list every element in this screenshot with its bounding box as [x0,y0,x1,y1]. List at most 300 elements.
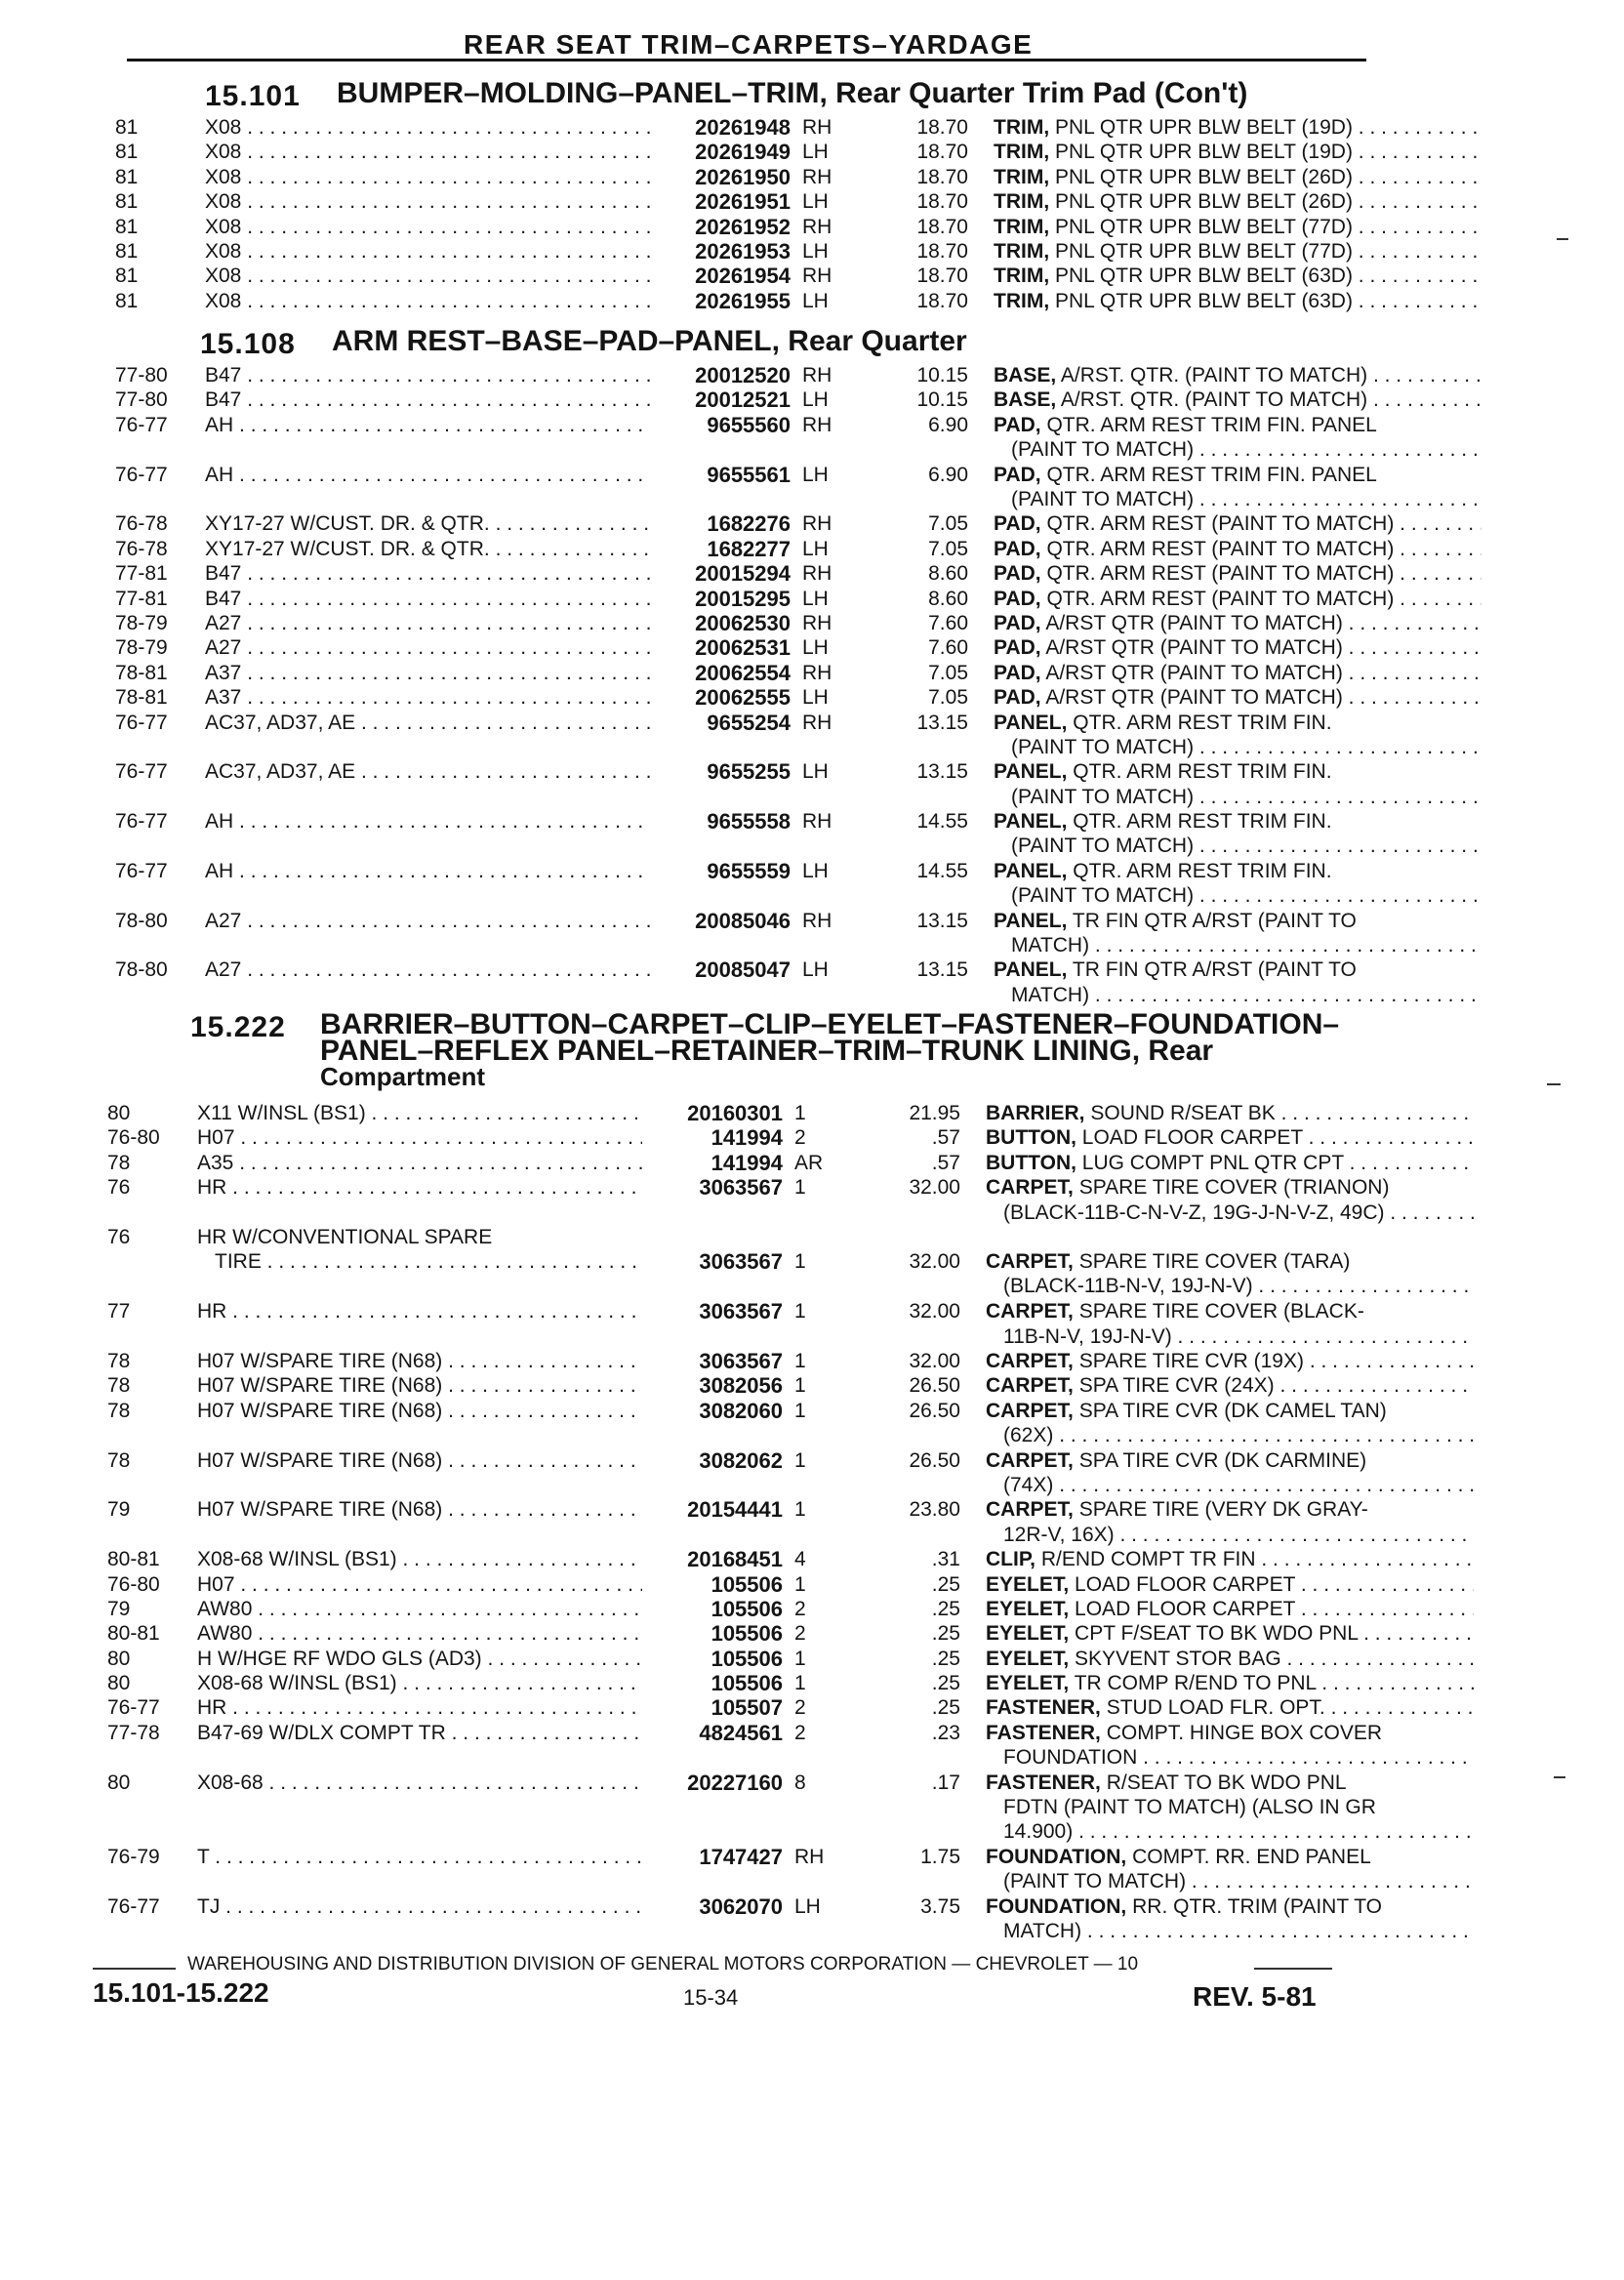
description-line [986,1919,1474,1943]
model-text: B47 [205,562,242,586]
description-text: QTR. ARM REST (PAINT TO MATCH) [1046,562,1395,586]
model-text: H07 W/SPARE TIRE (N68) [197,1374,443,1398]
year-range: 78 [107,1448,131,1472]
model-text: X08-68 W/INSL (BS1) [197,1548,397,1571]
description-text: (BLACK-11B-N-V, 19J-N-V) [1003,1275,1253,1298]
model-applicability [205,685,650,710]
quantity: LH [802,587,829,610]
model-text: AW80 [197,1622,253,1646]
year-range: 78 [107,1374,131,1398]
description-text: TR FIN QTR A/RST (PAINT TO [1072,958,1357,982]
model-text: T [197,1845,210,1868]
description-line [986,1695,1474,1720]
part-noun: BASE, [994,364,1057,387]
quantity: RH [802,265,832,288]
part-number: 3082056 [642,1373,783,1398]
model-applicability [205,289,650,313]
quantity: 1 [794,1249,806,1273]
model-line-cont: TIRE . . . [215,1249,642,1274]
description-text: R/SEAT TO BK WDO PNL [1106,1771,1347,1794]
year-range: 81 [115,239,139,263]
section-title [320,1008,1340,1091]
part-number: 3063567 [642,1349,783,1373]
part-number: 20261951 [650,189,791,214]
part-noun: TRIM, [994,215,1050,238]
table-row [115,511,1395,537]
table-row [115,809,1384,859]
description [986,1373,1474,1398]
quantity: 1 [794,1374,806,1398]
model-applicability [197,1175,642,1200]
description-line [986,1745,1474,1770]
quantity: 1 [794,1647,806,1670]
quantity: 4 [794,1548,806,1571]
part-noun: PANEL, [994,909,1068,932]
description-line [994,759,1482,784]
table-row [107,1497,1376,1547]
section-number: 15.222 [190,1011,286,1043]
quantity: 2 [794,1622,806,1646]
model-applicability [205,511,650,536]
part-number: 3082062 [642,1448,783,1473]
part-noun: PANEL, [994,958,1068,982]
description-line [986,1572,1474,1597]
description-text: SPARE TIRE COVER (TARA) [1078,1249,1351,1273]
quantity: LH [802,760,829,784]
part-number: 3062070 [642,1894,783,1919]
description-text: RR. QTR. TRIM (PAINT TO [1132,1894,1383,1918]
price: 13.15 [916,909,968,932]
price: 10.15 [916,364,968,387]
description [994,661,1482,685]
year-range: 76-77 [107,1894,160,1918]
description [994,859,1482,909]
description [994,561,1482,586]
description-text: PNL QTR UPR BLW BELT (26D) [1055,165,1353,188]
quantity: LH [802,537,829,560]
year-range: 78 [107,1349,131,1372]
description-text: LOAD FLOOR CARPET [1075,1572,1296,1596]
parts-table [107,1101,1390,1943]
description-text: QTR. ARM REST TRIM FIN. [1073,760,1332,784]
part-number: 20015294 [650,561,791,586]
year-range: 81 [115,265,139,288]
quantity: LH [802,859,829,882]
year-range: 81 [115,289,139,312]
description-text: PNL QTR UPR BLW BELT (26D) [1055,190,1353,214]
description-text: QTR. ARM REST (PAINT TO MATCH) [1046,537,1395,560]
year-range: 78-80 [115,958,168,982]
quantity: LH [802,239,829,263]
part-number: 3063567 [642,1299,783,1323]
price: 32.00 [909,1300,960,1323]
price: 6.90 [928,413,968,436]
quantity: RH [802,562,832,586]
table-row [115,140,1384,164]
model-text: B47 [205,388,242,412]
part-noun: FASTENER, [986,1771,1101,1794]
table-row [115,289,1384,313]
description-line [986,1671,1474,1695]
year-range: 76-78 [115,512,168,536]
part-noun: CARPET, [986,1399,1074,1422]
model-applicability [205,215,650,239]
model-applicability [205,661,650,685]
quantity: LH [802,958,829,982]
description-text: TR FIN QTR A/RST (PAINT TO [1072,909,1357,932]
description-line [994,537,1482,561]
model-text: X08 [205,239,242,263]
year-range: 76-77 [115,413,168,436]
parts-table [115,115,1384,313]
part-noun: CARPET, [986,1349,1074,1372]
part-number: 9655559 [650,859,791,883]
description [986,1399,1474,1448]
price: 18.70 [916,215,968,238]
model-applicability [197,1101,642,1125]
year-range: 78-81 [115,686,168,710]
price: 18.70 [916,265,968,288]
description-line [994,413,1482,437]
part-number: 20168451 [642,1547,783,1571]
quantity: LH [794,1894,821,1918]
description-text: PNL QTR UPR BLW BELT (77D) [1055,215,1353,238]
description [994,511,1482,536]
description-line [994,883,1482,908]
part-noun: FOUNDATION, [986,1845,1127,1868]
quantity: RH [802,810,832,834]
description [994,537,1482,561]
model-text: A27 [205,636,242,660]
description-text: (PAINT TO MATCH) [1011,835,1195,858]
model-text: X08-68 [197,1771,264,1794]
quantity: RH [794,1845,825,1868]
part-number: 20261953 [650,239,791,264]
model-applicability [197,1373,642,1398]
description [994,809,1482,859]
description-line [994,487,1482,511]
description [986,1547,1474,1571]
model-applicability [197,1721,642,1745]
price: 13.15 [916,711,968,734]
part-noun: PAD, [994,537,1041,560]
model-applicability [205,239,650,264]
year-range: 80-81 [107,1548,160,1571]
description [986,1125,1474,1150]
price: 7.05 [928,686,968,710]
description-text: PNL QTR UPR BLW BELT (19D) [1055,141,1353,164]
description-line [994,859,1482,883]
model-applicability [197,1547,642,1571]
footer-page-number: 15-34 [683,1985,739,2010]
part-number: 4824561 [642,1721,783,1745]
footer-rule-left [93,1968,176,1970]
description-line [994,711,1482,735]
table-row [107,1647,1376,1671]
part-number: 1682277 [650,537,791,561]
part-number: 141994 [642,1151,783,1175]
section-title-line: Compartment [320,1062,486,1091]
description-text: 12R-V, 16X) [1003,1523,1115,1546]
price: 18.70 [916,116,968,139]
price: .23 [931,1721,960,1744]
price: 8.60 [928,587,968,610]
year-range: 81 [115,141,139,164]
description-text: 14.900) [1003,1820,1074,1844]
part-noun: PANEL, [994,711,1068,734]
description-text: QTR. ARM REST (PAINT TO MATCH) [1046,587,1395,610]
year-range: 78 [107,1399,131,1422]
quantity: 1 [794,1102,806,1124]
description-text: MATCH) [1011,983,1090,1006]
quantity: RH [802,711,832,734]
price: 18.70 [916,239,968,263]
description-text: A/RST QTR (PAINT TO MATCH) [1045,611,1343,634]
description [994,387,1482,412]
part-noun: FASTENER, [986,1696,1101,1720]
year-range: 76 [107,1176,131,1200]
price: 18.70 [916,190,968,214]
description [994,189,1482,214]
description-text: SPA TIRE CVR (DK CARMINE) [1078,1448,1367,1472]
quantity: 1 [794,1300,806,1323]
description [986,1721,1474,1771]
part-noun: FASTENER, [986,1721,1101,1744]
description-text: SPARE TIRE CVR (19X) [1078,1349,1304,1372]
description-text: COMPT. RR. END PANEL [1132,1845,1371,1868]
description [986,1349,1474,1373]
section-title-line: BARRIER–BUTTON–CARPET–CLIP–EYELET–FASTENER–FOUNDATION– [320,1008,1340,1040]
model-applicability [205,140,650,164]
table-row [115,685,1384,710]
part-noun: BASE, [994,388,1057,412]
model-text: B47-69 W/DLX COMPT TR [197,1721,446,1744]
price: 23.80 [909,1498,960,1522]
description-line [986,1819,1474,1844]
price: 26.50 [909,1448,960,1472]
description [986,1572,1474,1597]
description-text: A/RST QTR (PAINT TO MATCH) [1045,636,1343,660]
model-applicability [197,1448,642,1473]
margin-mark [1557,238,1568,240]
table-row [115,909,1384,958]
quantity: RH [802,512,832,536]
description-line [994,264,1482,288]
model-applicability [197,1695,642,1720]
model-text: H07 W/SPARE TIRE (N68) [197,1349,443,1372]
description-text: (62X) [1003,1424,1054,1447]
part-number: 20261949 [650,140,791,164]
year-range: 76-80 [107,1572,160,1596]
quantity: 1 [794,1498,806,1522]
year-range: 76-79 [107,1845,160,1868]
table-row [107,1373,1376,1398]
quantity: RH [802,413,832,436]
description-line [994,635,1482,660]
part-noun: PAD, [994,611,1041,634]
description [994,264,1482,288]
description-line [986,1274,1474,1298]
description [986,1151,1474,1175]
price: 3.75 [920,1894,960,1918]
model-text: AW80 [197,1597,253,1620]
price: .17 [931,1771,960,1794]
part-noun: CARPET, [986,1448,1074,1472]
year-range: 78-81 [115,661,168,684]
table-row [115,859,1384,909]
section-title-line: BUMPER–MOLDING–PANEL–TRIM, Rear Quarter Trim Pad (Con't) [337,77,1248,109]
part-noun: PAD, [994,636,1041,660]
year-range: 80 [107,1771,131,1794]
year-range: 76-77 [115,859,168,882]
quantity: LH [802,463,829,486]
year-range: 81 [115,215,139,238]
quantity: 2 [794,1721,806,1744]
description-line [994,587,1482,611]
description-text: LOAD FLOOR CARPET [1081,1126,1303,1150]
year-range: 80 [107,1102,131,1124]
table-row [107,1695,1376,1720]
year-range: 79 [107,1597,131,1620]
description-line [994,387,1482,412]
parts-table [115,363,1395,1007]
description-line [986,1771,1474,1795]
model-applicability [205,561,650,586]
year-range: 77-78 [107,1721,160,1744]
part-number: 20062530 [650,611,791,635]
part-number: 20261955 [650,289,791,313]
description-line [994,933,1482,957]
table-row [115,463,1384,512]
model-applicability [197,1845,642,1869]
description-line [994,189,1482,214]
year-range: 76-80 [107,1126,160,1150]
description-line [994,239,1482,264]
description [994,463,1482,512]
year-range: 77-81 [115,562,168,586]
description-line [986,1349,1474,1373]
table-row [107,1621,1376,1646]
part-noun: PAD, [994,512,1041,536]
description-text: QTR. ARM REST TRIM FIN. [1073,711,1332,734]
description-line [986,1597,1474,1621]
model-applicability [205,363,650,387]
description-line [986,1399,1474,1423]
section-title [332,325,967,357]
year-range: 76-77 [115,711,168,734]
part-number: 20062531 [650,635,791,660]
model-text: A37 [205,661,242,684]
part-number: 105506 [642,1597,783,1621]
model-text: X08-68 W/INSL (BS1) [197,1672,397,1695]
year-range: 76 [107,1225,131,1248]
part-number: 3063567 [642,1175,783,1200]
model-applicability [205,115,650,140]
part-noun: PANEL, [994,859,1068,882]
part-noun: PAD, [994,413,1041,436]
part-noun: CARPET, [986,1249,1074,1273]
quantity: LH [802,636,829,660]
description-line [986,1201,1474,1225]
part-number: 105506 [642,1572,783,1597]
description-line [986,1497,1474,1522]
description-text: (BLACK-11B-C-N-V-Z, 19G-J-N-V-Z, 49C) [1003,1201,1385,1224]
description-line [986,1621,1474,1646]
model-applicability [197,1497,642,1522]
model-text: X08 [205,289,242,312]
description-text: (PAINT TO MATCH) [1003,1870,1187,1893]
part-noun: BARRIER, [986,1102,1085,1124]
model-applicability [197,1572,642,1597]
description [994,635,1482,660]
table-row [107,1597,1376,1621]
description [986,1175,1474,1225]
model-text: TJ [197,1894,221,1918]
price: 10.15 [916,388,968,412]
description [986,1249,1474,1299]
description-text: PNL QTR UPR BLW BELT (63D) [1055,289,1353,312]
price: 7.05 [928,512,968,536]
part-noun: PANEL, [994,810,1068,834]
table-row [107,1893,1383,1944]
model-applicability [205,264,650,288]
footer-revision: REV. 5-81 [1193,1981,1317,2012]
model-applicability [197,1597,642,1621]
description [986,1497,1474,1547]
table-row [115,711,1384,760]
description-line [994,983,1482,1007]
description-text: (PAINT TO MATCH) [1011,735,1195,758]
part-number: 20160301 [642,1101,783,1125]
model-text: AH [205,413,234,436]
year-range: 78-80 [115,909,168,932]
description-text: QTR. ARM REST TRIM FIN. PANEL [1046,463,1377,486]
footer-range: 15.101-15.222 [93,1977,269,2008]
part-noun: PANEL, [994,760,1068,784]
model-applicability [205,165,650,189]
model-applicability [205,711,650,735]
part-number: 141994 [642,1125,783,1150]
part-noun: EYELET, [986,1672,1070,1695]
price: .57 [931,1151,960,1174]
description [994,759,1482,809]
model-text: H W/HGE RF WDO GLS (AD3) [197,1647,482,1670]
price: .25 [931,1647,960,1670]
quantity: RH [802,661,832,684]
model-applicability [205,957,650,982]
quantity: 2 [794,1126,806,1150]
description [994,140,1482,164]
table-row [115,759,1384,809]
description-text: LUG COMPT PNL QTR CPT [1081,1151,1344,1174]
model-text: HR [197,1300,227,1323]
quantity: 1 [794,1572,806,1596]
model-text: A27 [205,909,242,932]
table-row [115,363,1384,387]
quantity: 2 [794,1597,806,1620]
part-number: 105506 [642,1647,783,1671]
description-line [994,215,1482,239]
model-applicability [197,1621,642,1646]
model-applicability [197,1349,642,1373]
table-row [115,165,1384,189]
table-row [115,661,1384,685]
description-text: SPA TIRE CVR (DK CAMEL TAN) [1078,1399,1387,1422]
price: .25 [931,1597,960,1620]
table-row [115,264,1384,288]
description-line [986,1151,1474,1175]
model-applicability [197,1647,642,1671]
